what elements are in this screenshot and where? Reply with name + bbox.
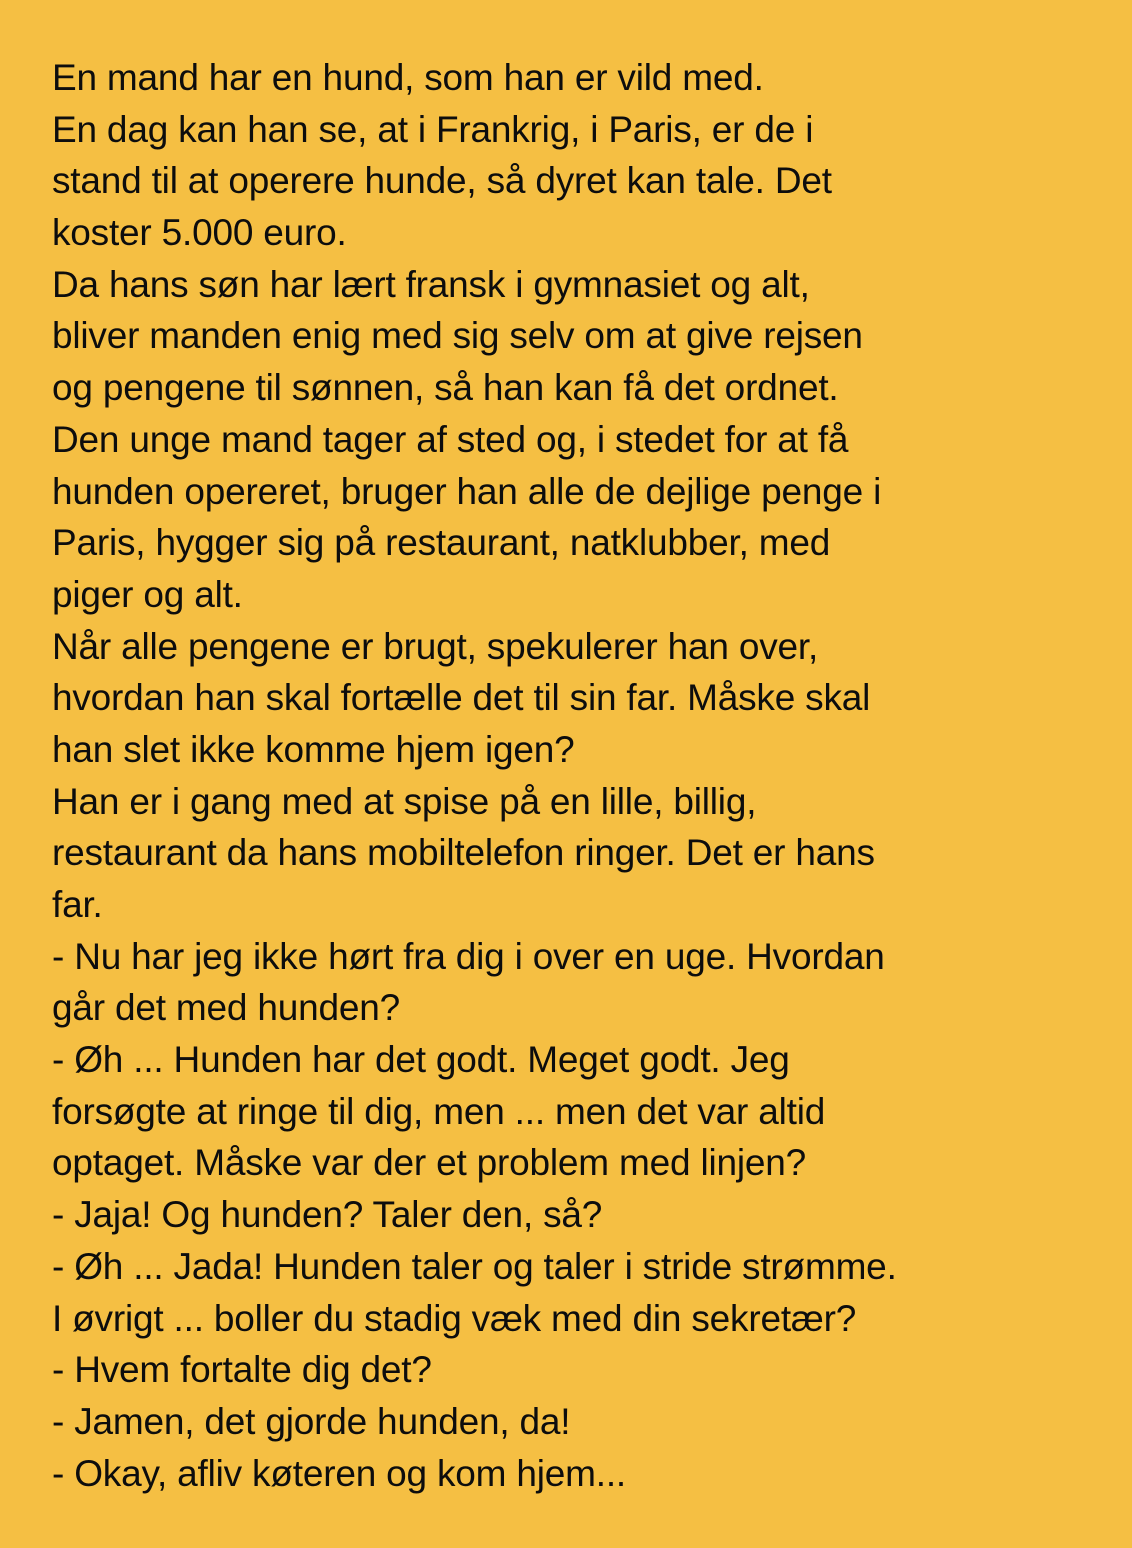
text-line: bliver manden enig med sig selv om at give rejsen [52, 315, 863, 357]
text-line: - Jamen, det gjorde hunden, da! [52, 1400, 571, 1442]
text-line: Da hans søn har lært fransk i gymnasiet og alt, [52, 263, 810, 305]
text-line: hunden opereret, bruger han alle de dejlige penge i [52, 470, 882, 512]
joke-text [52, 52, 1092, 1499]
text-line: - Okay, afliv køteren og kom hjem... [52, 1452, 627, 1494]
text-line: han slet ikke komme hjem igen? [52, 728, 575, 770]
text-line: hvordan han skal fortælle det til sin far. Måske skal [52, 677, 871, 719]
text-line: forsøgte at ringe til dig, men ... men det var altid [52, 1090, 826, 1132]
text-line: restaurant da hans mobiltelefon ringer. Det er hans [52, 832, 875, 874]
text-line: optaget. Måske var der et problem med linjen? [52, 1142, 807, 1184]
text-line: En mand har en hund, som han er vild med. [52, 57, 764, 98]
text-line: En dag kan han se, at i Frankrig, i Paris, er de i [52, 108, 814, 150]
text-line: - Øh ... Hunden har det godt. Meget godt. Jeg [52, 1039, 790, 1081]
text-line: far. [52, 884, 103, 925]
text-line: piger og alt. [52, 573, 243, 615]
text-line: koster 5.000 euro. [52, 212, 347, 254]
text-line: - Hvem fortalte dig det? [52, 1349, 432, 1391]
text-line: Når alle pengene er brugt, spekulerer han over, [52, 625, 819, 667]
text-line: - Nu har jeg ikke hørt fra dig i over en uge. Hvordan [52, 935, 885, 977]
text-line: stand til at operere hunde, så dyret kan tale. Det [52, 160, 832, 202]
text-line: - Øh ... Jada! Hunden taler og taler i stride strømme. [52, 1245, 897, 1287]
text-line: Han er i gang med at spise på en lille, billig, [52, 780, 757, 822]
text-line: går det med hunden? [52, 987, 400, 1029]
text-line: Den unge mand tager af sted og, i stedet for at få [52, 418, 849, 460]
text-line: - Jaja! Og hunden? Taler den, så? [52, 1194, 603, 1236]
text-line: og pengene til sønnen, så han kan få det ordnet. [52, 367, 839, 409]
text-line: Paris, hygger sig på restaurant, natklubber, med [52, 522, 831, 564]
text-line: I øvrigt ... boller du stadig væk med din sekretær? [52, 1297, 857, 1339]
